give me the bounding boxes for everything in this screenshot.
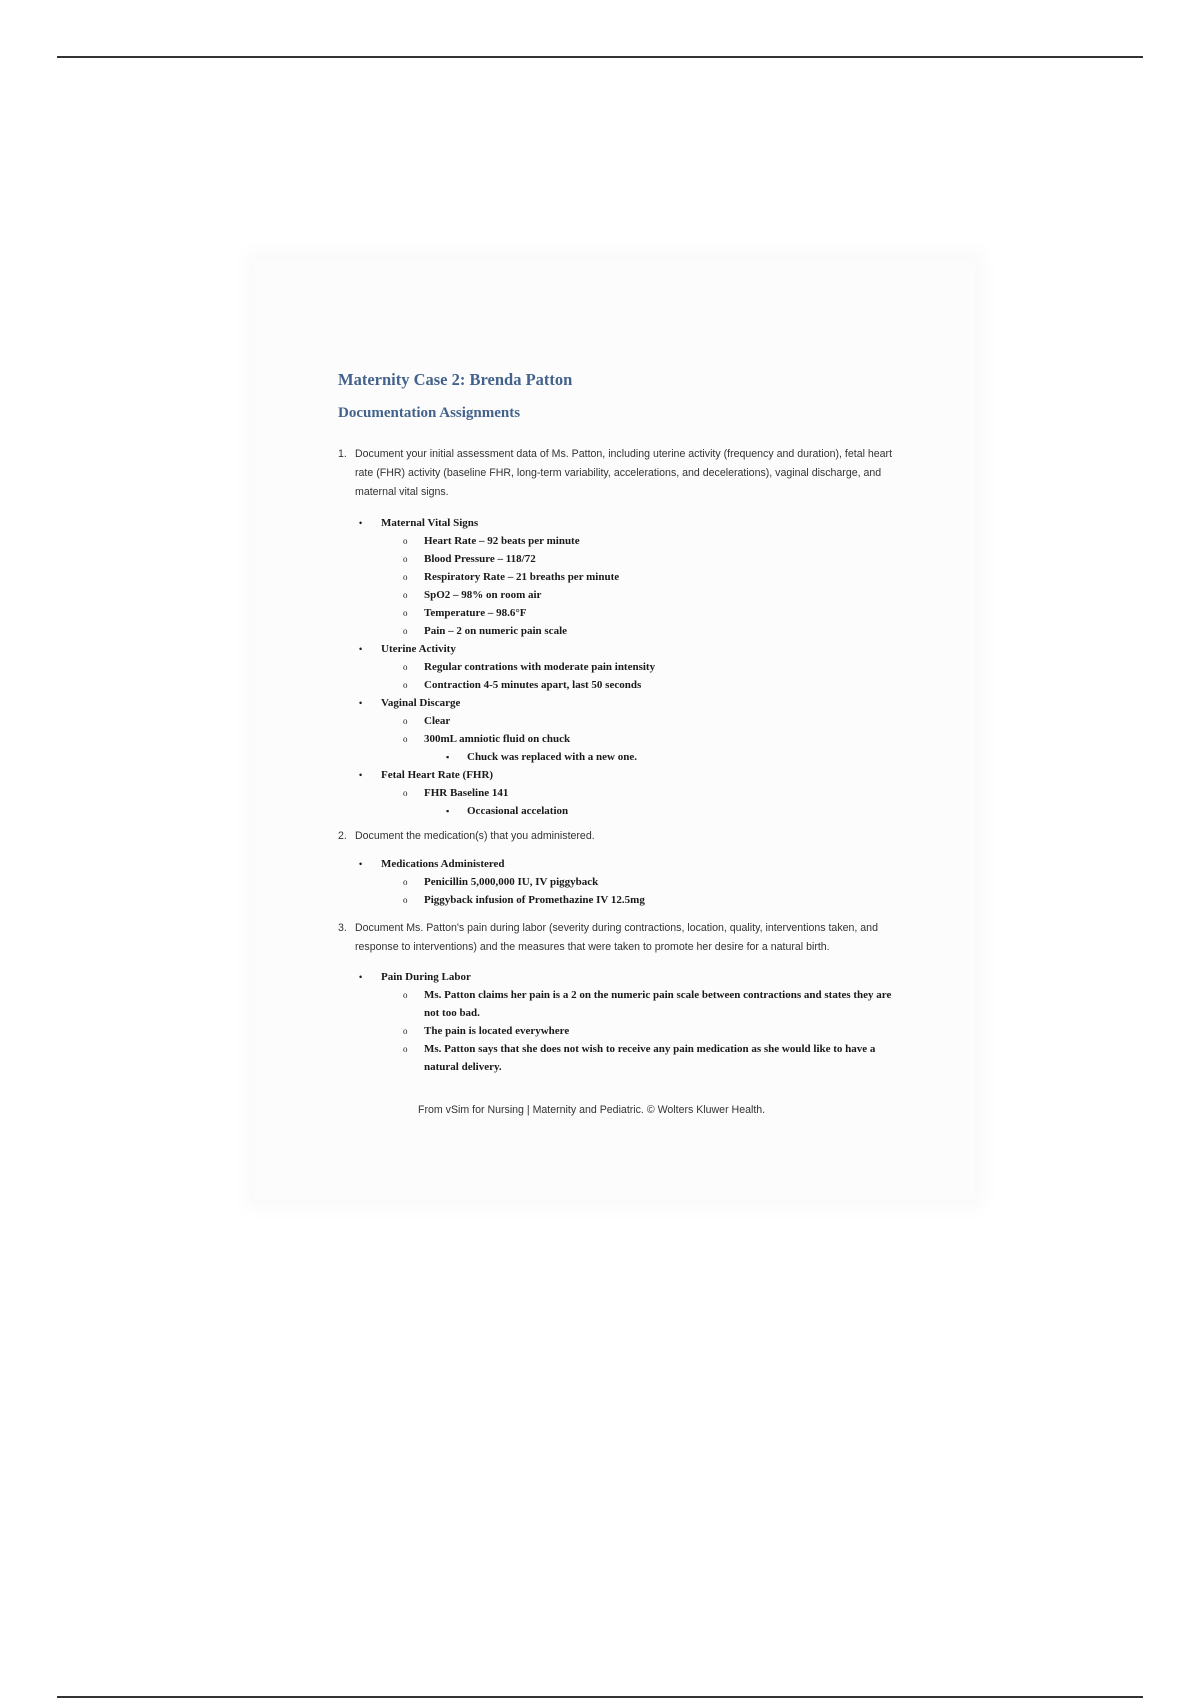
list-item-text: Piggyback infusion of Promethazine IV 12.5mg — [424, 894, 645, 906]
list-item-label: Uterine Activity — [381, 643, 456, 655]
list-item — [338, 658, 908, 676]
square-bullet-icon: ▪ — [446, 806, 450, 816]
question-number: 1. — [338, 448, 347, 460]
circle-bullet-icon: o — [403, 716, 408, 726]
list-item — [338, 604, 908, 622]
circle-bullet-icon: o — [403, 536, 408, 546]
list-item — [338, 568, 908, 586]
list-item-text: 300mL amniotic fluid on chuck — [424, 733, 571, 745]
list-item-text: Blood Pressure – 118/72 — [424, 553, 536, 565]
list-item — [338, 873, 908, 891]
list-item-text: Temperature – 98.6°F — [424, 607, 527, 619]
circle-bullet-icon: o — [403, 990, 408, 1000]
document-footer: From vSim for Nursing | Maternity and Pediatric. © Wolters Kluwer Health. — [418, 1104, 766, 1116]
circle-bullet-icon: o — [403, 554, 408, 564]
circle-bullet-icon: o — [403, 590, 408, 600]
list-item-label: Medications Administered — [381, 858, 505, 870]
list-item-text: Clear — [424, 715, 451, 727]
question-1 — [338, 445, 908, 502]
circle-bullet-icon: o — [403, 1044, 408, 1054]
list-item-text: Ms. Patton claims her pain is a 2 on the numeric pain scale between contractions and states they are not too bad. — [424, 989, 892, 1019]
list-item-text: Regular contrations with moderate pain intensity — [424, 661, 656, 673]
list-item-text: SpO2 – 98% on room air — [424, 589, 542, 601]
list-item-vitals — [338, 514, 908, 532]
answer-1 — [338, 514, 908, 820]
question-text: Document the medication(s) that you administered. — [355, 830, 595, 842]
list-item-text: FHR Baseline 141 — [424, 787, 509, 799]
document-title: Maternity Case 2: Brenda Patton — [338, 370, 573, 389]
bullet-icon: • — [359, 518, 363, 528]
list-item — [338, 784, 908, 802]
list-item-vaginal — [338, 694, 908, 712]
list-item-pain — [338, 968, 908, 986]
answer-3 — [338, 968, 908, 1076]
list-item-medications — [338, 855, 908, 873]
list-item-label: Fetal Heart Rate (FHR) — [381, 769, 494, 781]
list-item — [338, 802, 908, 820]
list-item-label: Maternal Vital Signs — [381, 517, 479, 529]
question-number: 2. — [338, 830, 347, 842]
question-2 — [338, 827, 908, 846]
circle-bullet-icon: o — [403, 877, 408, 887]
list-item — [338, 712, 908, 730]
list-item-text: Pain – 2 on numeric pain scale — [424, 625, 568, 637]
question-3 — [338, 919, 908, 957]
circle-bullet-icon: o — [403, 572, 408, 582]
question-number: 3. — [338, 922, 347, 934]
list-item-text: Penicillin 5,000,000 IU, IV piggyback — [424, 876, 599, 888]
bullet-icon: • — [359, 770, 363, 780]
document-subtitle: Documentation Assignments — [338, 405, 521, 421]
list-item-text: Contraction 4-5 minutes apart, last 50 seconds — [424, 679, 642, 691]
circle-bullet-icon: o — [403, 734, 408, 744]
list-item — [338, 532, 908, 550]
list-item — [338, 730, 908, 748]
circle-bullet-icon: o — [403, 1026, 408, 1036]
list-item — [338, 986, 908, 1022]
answer-2 — [338, 855, 908, 909]
list-item — [338, 676, 908, 694]
square-bullet-icon: ▪ — [446, 752, 450, 762]
list-item — [338, 586, 908, 604]
list-item — [338, 1022, 908, 1040]
list-item-text: Occasional accelation — [467, 805, 569, 817]
list-item-text: The pain is located everywhere — [424, 1025, 570, 1037]
list-item-uterine — [338, 640, 908, 658]
list-item-text: Chuck was replaced with a new one. — [467, 751, 638, 763]
list-item-fhr — [338, 766, 908, 784]
circle-bullet-icon: o — [403, 895, 408, 905]
top-rule — [57, 56, 1143, 58]
document-content — [338, 368, 908, 1118]
bullet-icon: • — [359, 644, 363, 654]
list-item — [338, 622, 908, 640]
list-item — [338, 550, 908, 568]
question-text: Document Ms. Patton's pain during labor (severity during contractions, location, quality, interventions taken, and response to interventions) and the measures that were taken to promote her desire for a natural birth. — [355, 922, 878, 953]
bullet-icon: • — [359, 859, 363, 869]
circle-bullet-icon: o — [403, 680, 408, 690]
list-item-text: Heart Rate – 92 beats per minute — [424, 535, 580, 547]
list-item-label: Pain During Labor — [381, 971, 471, 983]
list-item-text: Respiratory Rate – 21 breaths per minute — [424, 571, 620, 583]
bullet-icon: • — [359, 698, 363, 708]
list-item — [338, 891, 908, 909]
circle-bullet-icon: o — [403, 662, 408, 672]
circle-bullet-icon: o — [403, 608, 408, 618]
list-item — [338, 748, 908, 766]
list-item-label: Vaginal Discarge — [381, 697, 461, 709]
bottom-rule — [57, 1696, 1143, 1698]
bullet-icon: • — [359, 972, 363, 982]
question-text: Document your initial assessment data of Ms. Patton, including uterine activity (frequency and duration), fetal heart rate (FHR) activity (baseline FHR, long-term variability, accelerations, and decelerations), vaginal discharge, and maternal vital signs. — [355, 448, 893, 498]
list-item — [338, 1040, 908, 1076]
circle-bullet-icon: o — [403, 626, 408, 636]
list-item-text: Ms. Patton says that she does not wish to receive any pain medication as she would like to have a natural delivery. — [424, 1043, 876, 1073]
circle-bullet-icon: o — [403, 788, 408, 798]
